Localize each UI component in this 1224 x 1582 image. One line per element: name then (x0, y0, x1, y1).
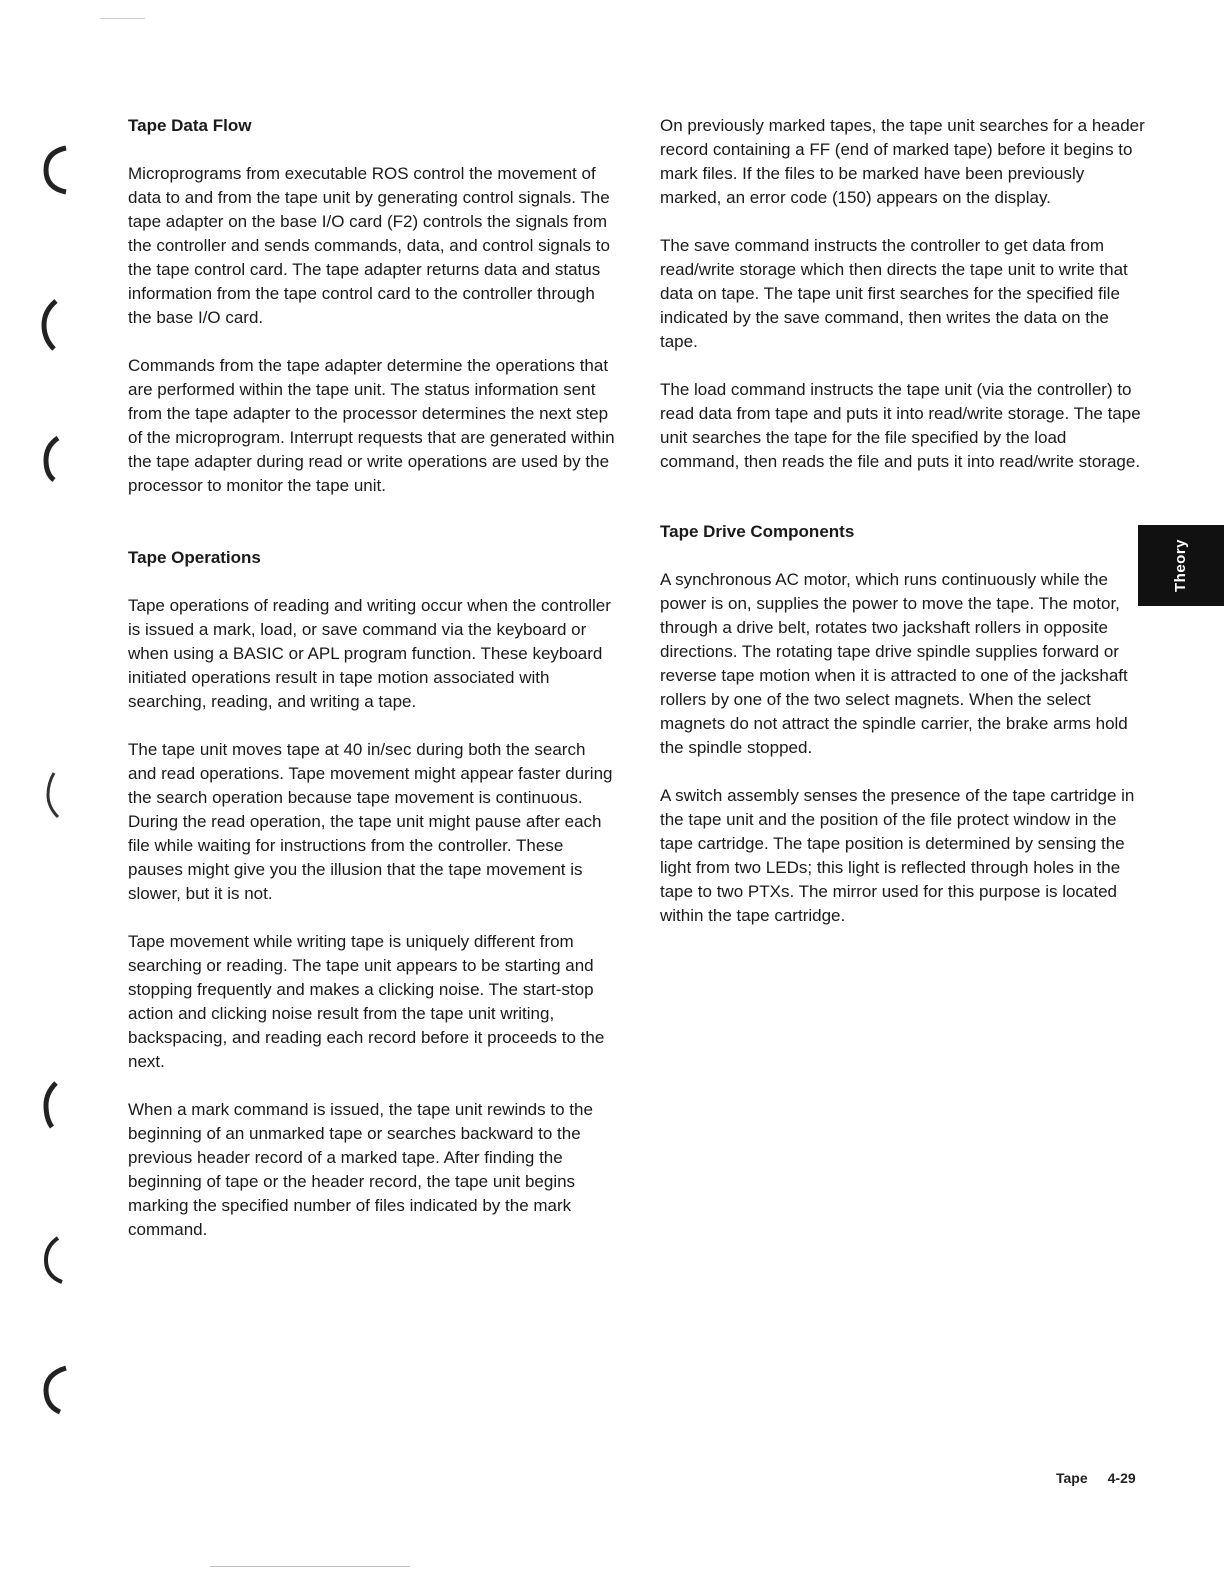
binding-hole-mark (36, 1360, 76, 1420)
binding-hole-mark (36, 1075, 76, 1135)
footer-section-name: Tape (1056, 1470, 1088, 1486)
paragraph: The load command instructs the tape unit (via the controller) to read data from tape and puts it into read/write storage. The tape unit searches the tape for the file specified by the load command, then reads the file and puts it into read/write storage. (660, 380, 1141, 471)
section-heading-tape-data-flow: Tape Data Flow (128, 116, 252, 135)
theory-tab-label: Theory (1172, 538, 1190, 593)
page-number: 4-29 (1107, 1470, 1136, 1486)
paragraph: Commands from the tape adapter determine the operations that are performed within the tape unit. The status information sent from the tape adapter to the processor determines the next step of the microprogram. Interrupt requests that are generated within the tape adapter during read or write operations are used by the processor to monitor the tape unit. (128, 356, 615, 495)
paragraph: Tape movement while writing tape is uniquely different from searching or reading. The tape unit appears to be starting and stopping frequently and makes a clicking noise. The start-stop action and clicking noise result from the tape unit writing, backspacing, and reading each record before it proceeds to the next. (128, 932, 605, 1071)
binding-hole-mark (36, 430, 76, 490)
paragraph: Microprograms from executable ROS control the movement of data to and from the tape unit by generating control signals. The tape adapter on the base I/O card (F2) controls the signals from the controller and sends commands, data, and control signals to the tape control card. The tape adapter returns data and status information from the tape control card to the controller through the base I/O card. (128, 164, 610, 327)
paragraph: The save command instructs the controller to get data from read/write storage which then directs the tape unit to write that data on tape. The tape unit first searches for the specified file indicated by the save command, then writes the data on the tape. (660, 236, 1128, 351)
paragraph: When a mark command is issued, the tape unit rewinds to the beginning of an unmarked tape or searches backward to the previous header record of a marked tape. After finding the beginning of tape or the header record, the tape unit begins marking the specified number of files indicated by the mark command. (128, 1100, 593, 1239)
theory-section-tab (1138, 525, 1224, 606)
left-column (128, 114, 618, 1266)
binding-hole-mark (36, 765, 76, 825)
section-heading-tape-operations: Tape Operations (128, 548, 261, 567)
binding-hole-mark (36, 1230, 76, 1290)
paragraph: On previously marked tapes, the tape unit searches for a header record containing a FF (end of marked tape) before it begins to mark files. If the files to be marked have been previously marked, an error code (150) appears on the display. (660, 116, 1145, 207)
paragraph: The tape unit moves tape at 40 in/sec during both the search and read operations. Tape movement might appear faster during the search operation because tape movement is continuous. During the read operation, the tape unit might pause after each file while waiting for instructions from the controller. These pauses might give you the illusion that the tape movement is slower, but it is not. (128, 740, 613, 903)
scan-rule-bottom (210, 1566, 410, 1567)
paragraph: Tape operations of reading and writing occur when the controller is issued a mark, load, or save command via the keyboard or when using a BASIC or APL program function. These keyboard initiated operations result in tape motion associated with searching, reading, and writing a tape. (128, 596, 611, 711)
binding-hole-mark (36, 140, 76, 200)
paragraph: A switch assembly senses the presence of the tape cartridge in the tape unit and the position of the file protect window in the tape cartridge. The tape position is determined by sensing the light from two LEDs; this light is reflected through holes in the tape to two PTXs. The mirror used for this purpose is located within the tape cartridge. (660, 786, 1135, 925)
binding-hole-mark (36, 295, 76, 355)
page-footer (1056, 1470, 1136, 1486)
paragraph: A synchronous AC motor, which runs continuously while the power is on, supplies the power to move the tape. The motor, through a drive belt, rotates two jackshaft rollers in opposite directions. The rotating tape drive spindle supplies forward or reverse tape motion when it is attracted to one of the jackshaft rollers by one of the two select magnets. When the select magnets do not attract the spindle carrier, the brake arms hold the spindle stopped. (660, 570, 1128, 757)
scan-rule-top (100, 18, 145, 19)
right-column (660, 114, 1150, 952)
section-heading-tape-drive-components: Tape Drive Components (660, 522, 855, 541)
